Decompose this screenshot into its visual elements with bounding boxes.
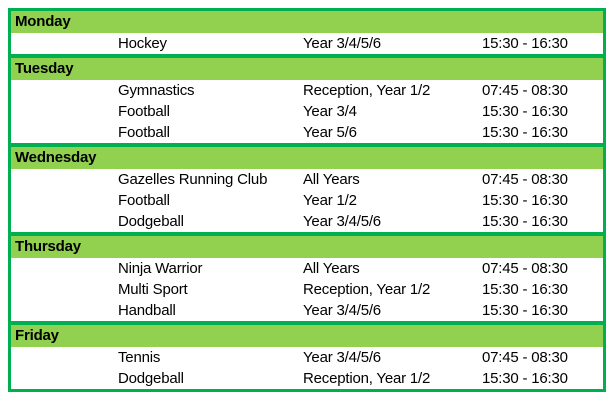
- time-cell: 07:45 - 08:30: [482, 171, 568, 188]
- day-header: [11, 325, 603, 347]
- activity-row: [11, 300, 603, 321]
- activity-cell: Multi Sport: [118, 281, 188, 298]
- spacer-cell: [11, 122, 118, 143]
- spacer-cell: [11, 258, 118, 279]
- time-cell: 15:30 - 16:30: [482, 370, 568, 387]
- spacer-cell: [11, 211, 118, 232]
- years-cell: Year 3/4/5/6: [303, 35, 381, 52]
- activity-row: [11, 258, 603, 279]
- time-cell: 15:30 - 16:30: [482, 124, 568, 141]
- day-label: Monday: [15, 13, 71, 30]
- activity-cell: Gazelles Running Club: [118, 171, 268, 188]
- time-cell: 15:30 - 16:30: [482, 302, 568, 319]
- time-cell: 15:30 - 16:30: [482, 103, 568, 120]
- day-section: [11, 11, 603, 54]
- activity-cell: Hockey: [118, 35, 167, 52]
- years-cell: Year 3/4/5/6: [303, 302, 381, 319]
- spacer-cell: [11, 169, 118, 190]
- activity-cell: Dodgeball: [118, 213, 184, 230]
- time-cell: 07:45 - 08:30: [482, 260, 568, 277]
- spacer-cell: [11, 101, 118, 122]
- day-label: Thursday: [15, 238, 81, 255]
- years-cell: Year 3/4/5/6: [303, 349, 381, 366]
- activity-cell: Football: [118, 192, 170, 209]
- activity-cell: Football: [118, 103, 170, 120]
- activity-cell: Tennis: [118, 349, 161, 366]
- spacer-cell: [11, 300, 118, 321]
- time-cell: 15:30 - 16:30: [482, 213, 568, 230]
- day-section: [11, 321, 603, 389]
- years-cell: Year 3/4/5/6: [303, 213, 381, 230]
- activity-row: [11, 101, 603, 122]
- years-cell: Reception, Year 1/2: [303, 82, 431, 99]
- activity-row: [11, 169, 603, 190]
- time-cell: 15:30 - 16:30: [482, 281, 568, 298]
- activity-row: [11, 279, 603, 300]
- spacer-cell: [11, 279, 118, 300]
- day-label: Tuesday: [15, 60, 74, 77]
- spacer-cell: [11, 368, 118, 389]
- day-section: [11, 143, 603, 232]
- activity-row: [11, 80, 603, 101]
- activity-cell: Dodgeball: [118, 370, 184, 387]
- time-cell: 07:45 - 08:30: [482, 82, 568, 99]
- activity-cell: Gymnastics: [118, 82, 195, 99]
- spacer-cell: [11, 33, 118, 54]
- day-header: [11, 11, 603, 33]
- activity-row: [11, 347, 603, 368]
- activity-cell: Ninja Warrior: [118, 260, 203, 277]
- time-cell: 07:45 - 08:30: [482, 349, 568, 366]
- years-cell: Reception, Year 1/2: [303, 281, 431, 298]
- activity-row: [11, 33, 603, 54]
- time-cell: 15:30 - 16:30: [482, 35, 568, 52]
- day-header: [11, 147, 603, 169]
- day-header: [11, 58, 603, 80]
- years-cell: Year 1/2: [303, 192, 357, 209]
- day-label: Friday: [15, 327, 59, 344]
- activity-row: [11, 211, 603, 232]
- activity-cell: Football: [118, 124, 170, 141]
- day-label: Wednesday: [15, 149, 97, 166]
- years-cell: Reception, Year 1/2: [303, 370, 431, 387]
- activity-row: [11, 122, 603, 143]
- day-section: [11, 54, 603, 143]
- activity-row: [11, 368, 603, 389]
- spacer-cell: [11, 347, 118, 368]
- day-header: [11, 236, 603, 258]
- activity-row: [11, 190, 603, 211]
- weekly-schedule-table: [8, 8, 606, 392]
- activity-cell: Handball: [118, 302, 176, 319]
- years-cell: All Years: [303, 171, 360, 188]
- years-cell: Year 5/6: [303, 124, 357, 141]
- time-cell: 15:30 - 16:30: [482, 192, 568, 209]
- years-cell: All Years: [303, 260, 360, 277]
- spacer-cell: [11, 190, 118, 211]
- years-cell: Year 3/4: [303, 103, 357, 120]
- day-section: [11, 232, 603, 321]
- spacer-cell: [11, 80, 118, 101]
